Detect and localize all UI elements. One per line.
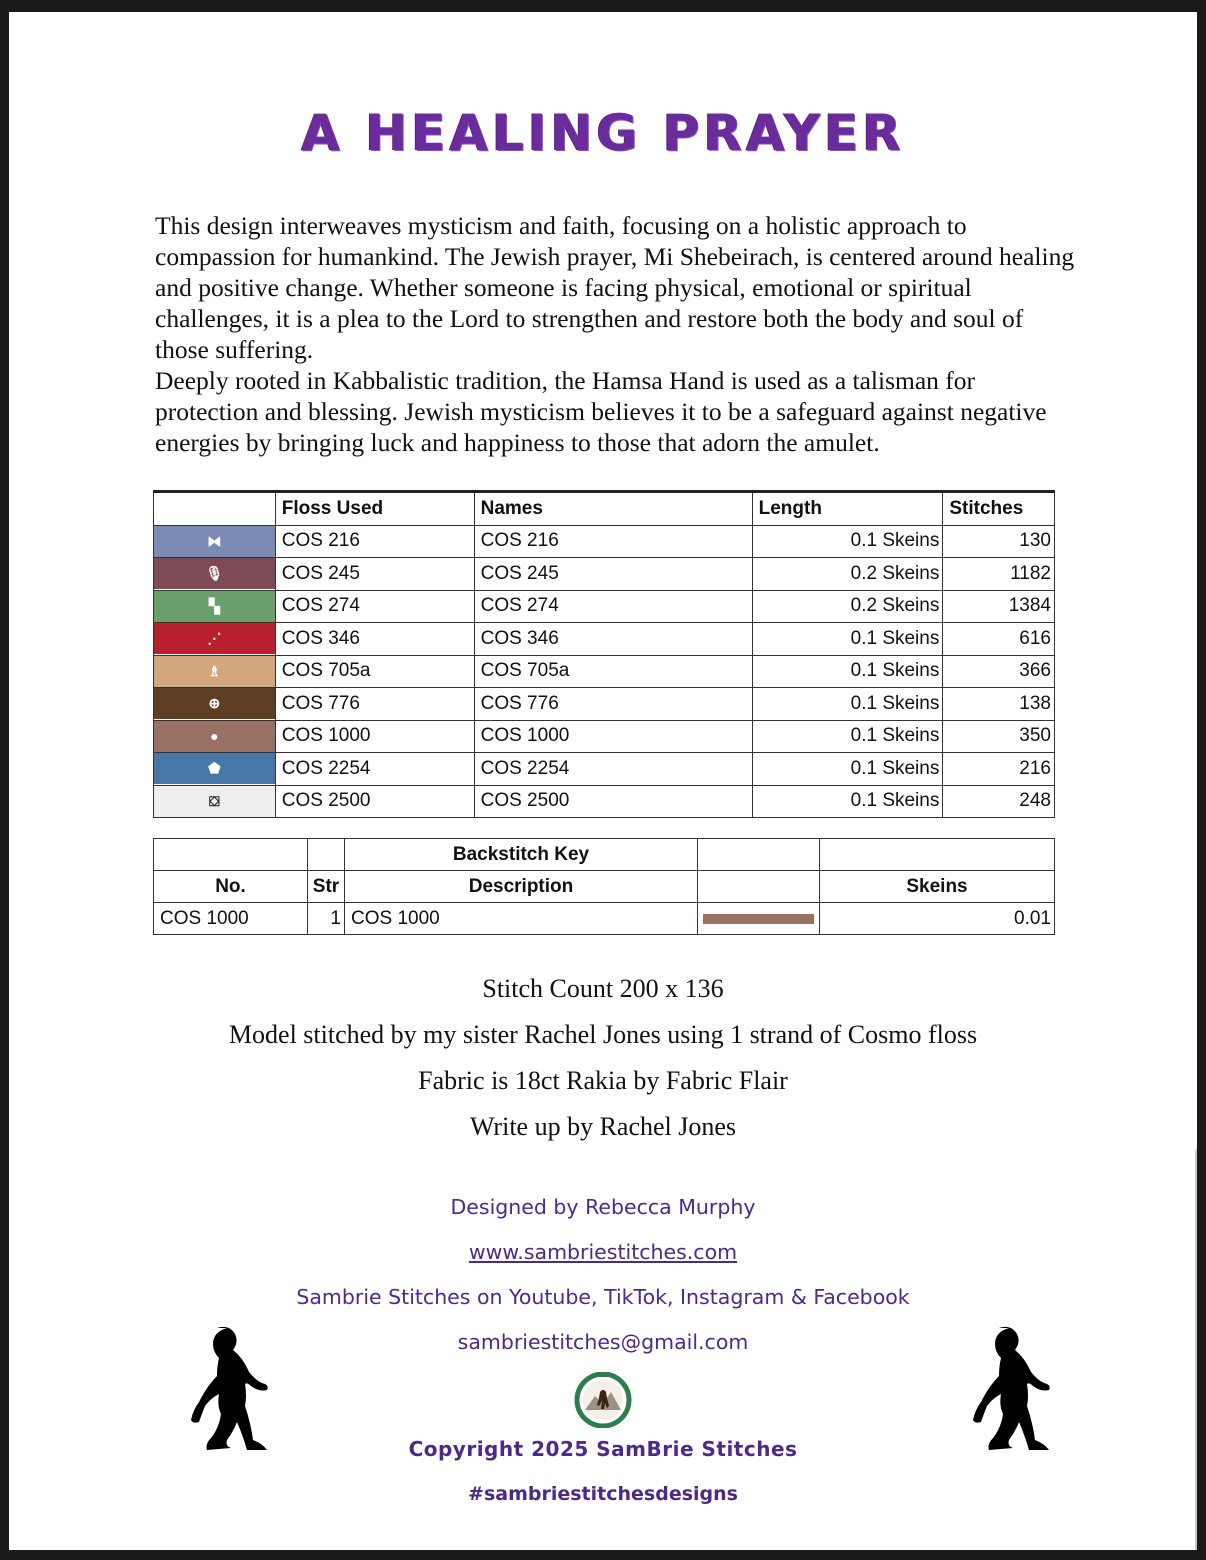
description-header: Description: [345, 871, 698, 903]
name-cell: COS 346: [474, 623, 752, 656]
skeins-header: Skeins: [820, 871, 1055, 903]
pattern-info: [9, 974, 1197, 1158]
table-row: [154, 753, 1055, 786]
name-cell: COS 274: [474, 590, 752, 623]
table-row: [154, 785, 1055, 818]
intro-paragraph-1: This design interweaves mysticism and faith, focusing on a holistic approach to compassion for humankind. The Jewish prayer, Mi Shebeirach, is centered around healing and positive change. Whether someone is facing physical, emotional or spiritual challenges, it is a plea to the Lord to strengthen and restore both the body and soul of those suffering.: [155, 211, 1075, 364]
length-cell: 0.2 Skeins: [752, 590, 943, 623]
floss-table-header: [154, 492, 1055, 526]
table-row: [154, 623, 1055, 656]
table-row: [154, 688, 1055, 721]
length-cell: 0.2 Skeins: [752, 558, 943, 591]
symbol-icon: ⛋: [209, 792, 220, 809]
copyright-note: Copyright 2025 SamBrie Stitches: [408, 1437, 798, 1461]
floss-cell: COS 2500: [275, 785, 474, 818]
length-cell: 0.1 Skeins: [752, 655, 943, 688]
stitches-cell: 366: [943, 655, 1055, 688]
floss-header: Floss Used: [275, 492, 474, 526]
intro-text: [155, 210, 1075, 458]
floss-cell: COS 274: [275, 590, 474, 623]
symbol-icon: ⬟: [208, 760, 221, 777]
floss-table: [153, 490, 1055, 818]
fabric-note: Fabric is 18ct Rakia by Fabric Flair: [418, 1066, 788, 1095]
floss-cell: COS 1000: [275, 720, 474, 753]
color-swatch: [154, 753, 276, 786]
social-media-note: Sambrie Stitches on Youtube, TikTok, Instagram & Facebook: [296, 1285, 910, 1309]
no-header: No.: [154, 871, 308, 903]
name-cell: COS 245: [474, 558, 752, 591]
document-page: [9, 12, 1197, 1550]
names-header: Names: [474, 492, 752, 526]
length-cell: 0.1 Skeins: [752, 525, 943, 558]
designer-credit: Designed by Rebecca Murphy: [450, 1195, 756, 1219]
backstitch-line-cell: [698, 903, 820, 935]
table-row: [154, 590, 1055, 623]
stitches-cell: 138: [943, 688, 1055, 721]
length-cell: 0.1 Skeins: [752, 688, 943, 721]
name-cell: COS 216: [474, 525, 752, 558]
symbol-icon: ⧓: [207, 532, 222, 549]
stitches-cell: 1182: [943, 558, 1055, 591]
email-address[interactable]: sambriestitches@gmail.com: [457, 1330, 749, 1354]
floss-cell: COS 245: [275, 558, 474, 591]
floss-cell: COS 776: [275, 688, 474, 721]
table-row: [154, 558, 1055, 591]
color-swatch: [154, 688, 276, 721]
stitches-cell: 216: [943, 753, 1055, 786]
bigfoot-right-icon: [957, 1324, 1057, 1456]
color-swatch: [154, 655, 276, 688]
backstitch-title: Backstitch Key: [345, 839, 698, 871]
name-cell: COS 776: [474, 688, 752, 721]
name-cell: COS 2254: [474, 753, 752, 786]
stitch-count: Stitch Count 200 x 136: [482, 974, 724, 1003]
symbol-icon: ⊕: [208, 695, 221, 712]
stitches-header: Stitches: [943, 492, 1055, 526]
color-swatch: [154, 785, 276, 818]
length-cell: 0.1 Skeins: [752, 720, 943, 753]
name-cell: COS 705a: [474, 655, 752, 688]
stitches-cell: 130: [943, 525, 1055, 558]
backstitch-title-row: [154, 839, 1055, 871]
color-swatch: [154, 525, 276, 558]
symbol-icon: ▚: [208, 597, 220, 614]
color-swatch: [154, 590, 276, 623]
length-cell: 0.1 Skeins: [752, 753, 943, 786]
table-row: [154, 720, 1055, 753]
stitches-cell: 350: [943, 720, 1055, 753]
symbol-icon: ⋰: [207, 630, 222, 647]
backstitch-description: COS 1000: [345, 903, 698, 935]
length-cell: 0.1 Skeins: [752, 623, 943, 656]
sambrie-logo-icon: [573, 1372, 633, 1428]
symbol-header: [154, 492, 276, 526]
symbol-icon: ●: [210, 728, 219, 745]
name-cell: COS 2500: [474, 785, 752, 818]
stitches-cell: 616: [943, 623, 1055, 656]
table-row: [154, 525, 1055, 558]
color-swatch: [154, 720, 276, 753]
color-swatch: [154, 623, 276, 656]
length-cell: 0.1 Skeins: [752, 785, 943, 818]
color-swatch: [154, 558, 276, 591]
str-header: Str: [308, 871, 345, 903]
hashtag: #sambriestitchesdesigns: [468, 1483, 738, 1505]
backstitch-str: 1: [308, 903, 345, 935]
bigfoot-left-icon: [175, 1324, 275, 1456]
floss-cell: COS 216: [275, 525, 474, 558]
model-stitched-note: Model stitched by my sister Rachel Jones using 1 strand of Cosmo floss: [228, 1020, 978, 1049]
backstitch-header-row: [154, 871, 1055, 903]
vertical-scrollbar[interactable]: [1195, 1148, 1197, 1550]
length-header: Length: [752, 492, 943, 526]
website-link[interactable]: www.sambriestitches.com: [468, 1240, 738, 1264]
backstitch-skeins: 0.01: [820, 903, 1055, 935]
floss-cell: COS 346: [275, 623, 474, 656]
floss-cell: COS 2254: [275, 753, 474, 786]
table-row: [154, 903, 1055, 935]
backstitch-no: COS 1000: [154, 903, 308, 935]
backstitch-key-table: [153, 838, 1055, 935]
stitches-cell: 1384: [943, 590, 1055, 623]
table-row: [154, 655, 1055, 688]
intro-paragraph-2: Deeply rooted in Kabbalistic tradition, the Hamsa Hand is used as a talisman for protection and blessing. Jewish mysticism believes it to be a safeguard against negative energies by bringing luck and happiness to those that adorn the amulet.: [155, 366, 1047, 457]
floss-cell: COS 705a: [275, 655, 474, 688]
backstitch-line-swatch: [703, 914, 814, 924]
page-title: A HEALING PRAYER: [301, 104, 905, 162]
write-up-note: Write up by Rachel Jones: [469, 1112, 737, 1141]
symbol-icon: 🎙: [205, 565, 224, 582]
symbol-icon: ♗: [208, 662, 221, 679]
name-cell: COS 1000: [474, 720, 752, 753]
stitches-cell: 248: [943, 785, 1055, 818]
